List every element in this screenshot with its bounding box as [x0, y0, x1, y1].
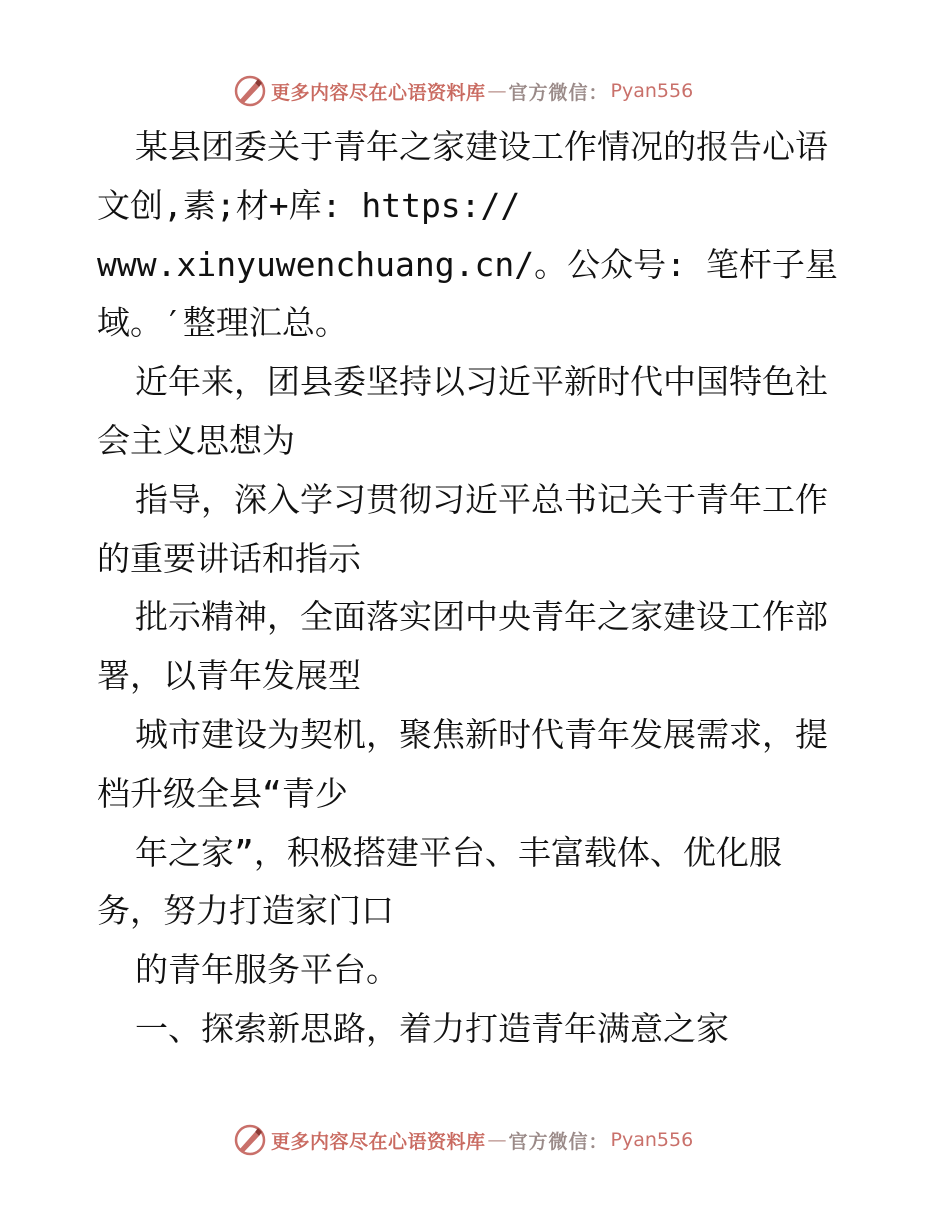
header-watermark-banner [233, 73, 693, 109]
text-line: 署，以青年发展型 [97, 656, 361, 696]
text-line: 指导，深入学习贯彻习近平总书记关于青年工作 [135, 479, 828, 519]
text-line: www.xinyuwenchuang.cn/。公众号: 笔杆子星 [97, 244, 838, 284]
banner-wechat-label: 官方微信： [508, 1130, 609, 1153]
banner-wechat-id: Pyan556 [610, 1129, 694, 1151]
text-line: 档升级全县“青少 [97, 773, 348, 813]
text-line: 批示精神，全面落实团中央青年之家建设工作部 [135, 597, 828, 637]
banner-main-text: 更多内容尽在心语资料库 [271, 1130, 486, 1153]
pen-logo-icon [233, 74, 267, 108]
text-line: 的重要讲话和指示 [97, 538, 361, 578]
banner-main-text: 更多内容尽在心语资料库 [271, 81, 486, 104]
text-line: 的青年服务平台。 [135, 950, 399, 990]
text-line: 文创,素;材+库: https:// [97, 185, 521, 225]
text-line: 年之家”，积极搭建平台、丰富载体、优化服 [135, 832, 782, 872]
text-line: 务，努力打造家门口 [97, 891, 394, 931]
title-line: 某县团委关于青年之家建设工作情况的报告心语 [135, 127, 828, 166]
document-body [97, 118, 857, 1059]
footer-watermark-banner [233, 1122, 693, 1158]
banner-wechat-id: Pyan556 [610, 80, 694, 102]
text-line: 域。′整理汇总。 [97, 303, 348, 343]
banner-wechat-label: 官方微信： [508, 81, 609, 104]
text-line: 会主义思想为 [97, 420, 295, 460]
banner-dash: — [487, 80, 507, 102]
text-line: 近年来，团县委坚持以习近平新时代中国特色社 [135, 362, 828, 402]
text-line: 城市建设为契机，聚焦新时代青年发展需求，提 [135, 714, 828, 754]
section-heading: 一、探索新思路，着力打造青年满意之家 [135, 1008, 729, 1048]
banner-dash: — [487, 1129, 507, 1151]
pen-logo-icon [233, 1123, 267, 1157]
